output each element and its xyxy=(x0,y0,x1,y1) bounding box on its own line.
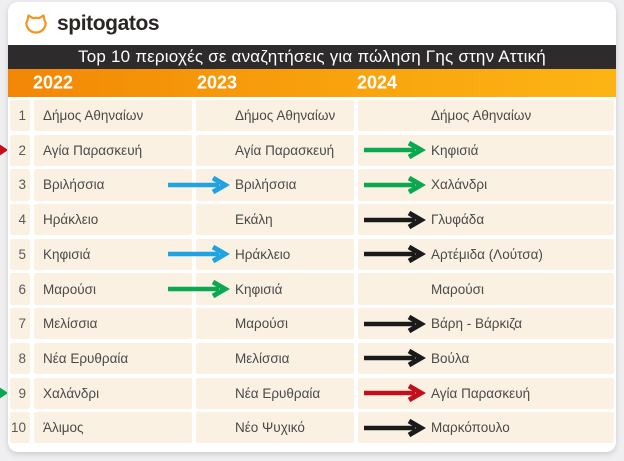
table-row xyxy=(10,308,614,339)
rank-cell: 5 xyxy=(10,239,30,270)
rank-cell: 9 xyxy=(10,378,30,409)
rank-change-arrow-2023-2024 xyxy=(362,175,426,195)
area-cell-2024: Βούλα xyxy=(358,343,614,374)
area-cell-2023: Μελίσσια xyxy=(196,343,354,374)
rank-cell: 10 xyxy=(10,412,30,443)
area-cell-2023: Νέα Ερυθραία xyxy=(196,378,354,409)
rank-change-arrow-2023-2024 xyxy=(362,210,426,230)
area-cell-2024: Χαλάνδρι xyxy=(358,169,614,200)
brand-name: spitogatos xyxy=(57,11,160,35)
table-row xyxy=(10,378,614,409)
rank-change-arrow-2023-2024 xyxy=(362,314,426,334)
area-cell-2023: Βριλήσσια xyxy=(196,169,354,200)
chart-title-bar xyxy=(8,45,616,69)
area-cell-2022: Χαλάνδρι xyxy=(34,378,192,409)
rank-cell: 3 xyxy=(10,169,30,200)
area-cell-2022: Νέα Ερυθραία xyxy=(34,343,192,374)
rank-change-arrow-2022-2023 xyxy=(166,244,230,264)
year-header-2023: 2023 xyxy=(197,72,238,93)
chart-title: Top 10 περιοχές σε αναζητήσεις για πώληση Γης στην Αττική xyxy=(78,47,546,66)
area-cell-2022: Δήμος Αθηναίων xyxy=(34,100,192,131)
area-cell-2024: Βάρη - Βάρκιζα xyxy=(358,308,614,339)
area-cell-2023: Κηφισιά xyxy=(196,273,354,304)
area-cell-2024: Μαρκόπουλο xyxy=(358,412,614,443)
rank-change-arrow-2023-2024 xyxy=(362,383,426,403)
area-cell-2023: Ηράκλειο xyxy=(196,239,354,270)
area-cell-2022: Κηφισιά xyxy=(34,239,192,270)
area-cell-2024: Μαρούσι xyxy=(358,273,614,304)
area-cell-2022: Αγία Παρασκευή xyxy=(34,135,192,166)
year-header-2024: 2024 xyxy=(357,72,398,93)
area-cell-2023: Αγία Παρασκευή xyxy=(196,135,354,166)
area-cell-2022: Βριλήσσια xyxy=(34,169,192,200)
area-cell-2024: Αρτέμιδα (Λούτσα) xyxy=(358,239,614,270)
table-row xyxy=(10,239,614,270)
rank-cell: 1 xyxy=(10,100,30,131)
area-cell-2023: Νέο Ψυχικό xyxy=(196,412,354,443)
year-header-2022: 2022 xyxy=(33,72,74,93)
area-cell-2023: Δήμος Αθηναίων xyxy=(196,100,354,131)
rank-cell: 7 xyxy=(10,308,30,339)
infographic-card xyxy=(8,2,616,452)
rank-change-arrow-2022-2023 xyxy=(166,175,230,195)
table-row xyxy=(10,204,614,235)
offscreen-arrow-tip xyxy=(0,384,7,402)
year-header-row xyxy=(8,69,616,97)
table-row xyxy=(10,100,614,131)
area-cell-2022: Ηράκλειο xyxy=(34,204,192,235)
area-cell-2024: Κηφισιά xyxy=(358,135,614,166)
area-cell-2022: Μελίσσια xyxy=(34,308,192,339)
rank-cell: 8 xyxy=(10,343,30,374)
area-cell-2023: Μαρούσι xyxy=(196,308,354,339)
rankings-table xyxy=(8,97,616,443)
cat-logo-icon xyxy=(23,13,49,35)
rank-change-arrow-2023-2024 xyxy=(362,418,426,438)
rank-cell: 4 xyxy=(10,204,30,235)
rank-change-arrow-2023-2024 xyxy=(362,244,426,264)
table-row xyxy=(10,273,614,304)
area-cell-2023: Εκάλη xyxy=(196,204,354,235)
rank-change-arrow-2023-2024 xyxy=(362,140,426,160)
area-cell-2024: Δήμος Αθηναίων xyxy=(358,100,614,131)
area-cell-2022: Άλιμος xyxy=(34,412,192,443)
rank-change-arrow-2023-2024 xyxy=(362,348,426,368)
table-row xyxy=(10,343,614,374)
area-cell-2024: Γλυφάδα xyxy=(358,204,614,235)
area-cell-2024: Αγία Παρασκευή xyxy=(358,378,614,409)
table-row xyxy=(10,135,614,166)
rank-change-arrow-2022-2023 xyxy=(166,279,230,299)
offscreen-arrow-tip xyxy=(0,141,7,159)
table-row xyxy=(10,412,614,443)
area-cell-2022: Μαρούσι xyxy=(34,273,192,304)
rank-cell: 2 xyxy=(10,135,30,166)
rank-cell: 6 xyxy=(10,273,30,304)
table-row xyxy=(10,169,614,200)
brand-header xyxy=(8,2,616,45)
